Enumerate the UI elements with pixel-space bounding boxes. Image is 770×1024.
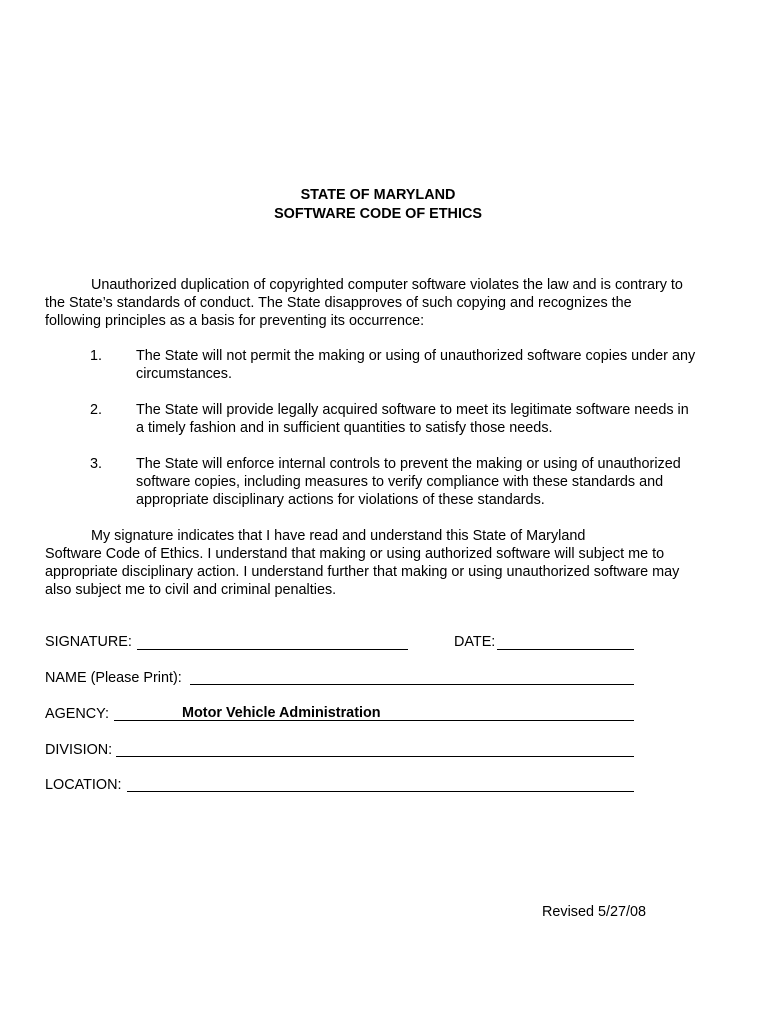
name-label: NAME (Please Print): <box>45 670 182 686</box>
intro-line-2: the State’s standards of conduct. The State disapproves of such copying and recognizes the <box>45 295 632 311</box>
principle-number: 2. <box>90 402 103 418</box>
signature-field[interactable] <box>137 649 408 650</box>
intro-line-3: following principles as a basis for preventing its occurrence: <box>45 313 425 329</box>
principle-text-line: The State will not permit the making or using of unauthorized software copies under any <box>136 348 696 364</box>
acknowledgment-line-4: also subject me to civil and criminal penalties. <box>45 582 337 598</box>
acknowledgment-line-2: Software Code of Ethics. I understand that making or using authorized software will subject me to <box>45 546 665 562</box>
name-field[interactable] <box>190 684 634 685</box>
principle-number: 3. <box>90 456 103 472</box>
principle-text-line: a timely fashion and in sufficient quantities to satisfy those needs. <box>136 420 553 436</box>
date-label: DATE: <box>454 634 496 650</box>
acknowledgment-line-3: appropriate disciplinary action. I understand further that making or using unauthorized software may <box>45 564 680 580</box>
location-label: LOCATION: <box>45 777 122 793</box>
intro-line-1: Unauthorized duplication of copyrighted computer software violates the law and is contrary to <box>91 277 683 293</box>
division-label: DIVISION: <box>45 742 113 758</box>
principle-text-line: The State will provide legally acquired software to meet its legitimate software needs in <box>136 402 689 418</box>
principle-number: 1. <box>90 348 103 364</box>
revision-date: Revised 5/27/08 <box>542 904 647 920</box>
document-title-line2: SOFTWARE CODE OF ETHICS <box>274 206 482 222</box>
acknowledgment-line-1: My signature indicates that I have read and understand this State of Maryland <box>91 528 586 544</box>
principle-text-line: circumstances. <box>136 366 232 382</box>
location-field[interactable] <box>127 791 634 792</box>
agency-label: AGENCY: <box>45 706 109 722</box>
principle-text-line: appropriate disciplinary actions for violations of these standards. <box>136 492 545 508</box>
agency-value: Motor Vehicle Administration <box>182 705 381 721</box>
division-field[interactable] <box>116 756 634 757</box>
signature-label: SIGNATURE: <box>45 634 132 650</box>
principle-text-line: software copies, including measures to verify compliance with these standards and <box>136 474 664 490</box>
date-field[interactable] <box>497 649 634 650</box>
principle-text-line: The State will enforce internal controls to prevent the making or using of unauthorized <box>136 456 681 472</box>
document-title-line1: STATE OF MARYLAND <box>300 187 456 203</box>
